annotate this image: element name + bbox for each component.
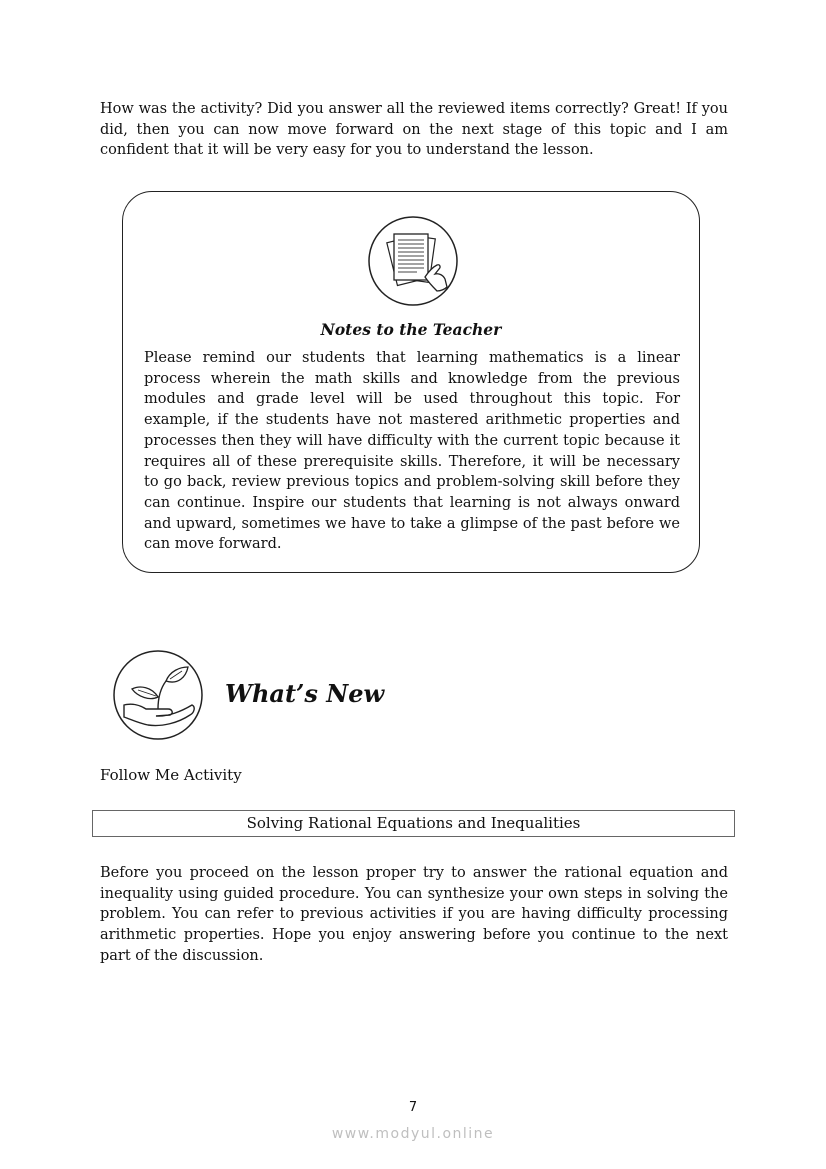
intro-paragraph: How was the activity? Did you answer all the reviewed items correctly? Great! If you did, then you can now move forward on the next stage of this topic and I am confident that it will be very easy for you to understand the lesson. xyxy=(100,101,728,159)
papers-hand-icon xyxy=(367,215,459,307)
notes-body: Please remind our students that learning mathematics is a linear process wherein the math skills and knowledge from the previous modules and grade level will be used throughout this topic. For example, if the students have not mastered arithmetic properties and processes then they will have difficulty with the current topic because it requires all of these prerequisite skills. Therefore, it will be necessary to go back, review previous topics and problem-solving skill before they can continue. Inspire our students that learning is not always onward and upward, sometimes we have to take a glimpse of the past before we can move forward. xyxy=(144,350,680,553)
hand-seedling-icon xyxy=(112,649,204,741)
watermark: www.modyul.online xyxy=(331,1126,495,1142)
activity-label: Follow Me Activity xyxy=(100,766,242,784)
page-number: 7 xyxy=(408,1100,418,1115)
notes-title: Notes to the Teacher xyxy=(320,320,502,339)
notes-to-teacher-box xyxy=(122,191,700,573)
whats-new-title: What’s New xyxy=(225,679,385,708)
body-paragraph: Before you proceed on the lesson proper try to answer the rational equation and inequality using guided procedure. You can synthesize your own steps in solving the problem. You can refer to previous activities if you are having difficulty processing arithmetic properties. Hope you enjoy answering before you continue to the next part of the discussion. xyxy=(100,865,728,964)
activity-banner: Solving Rational Equations and Inequalities xyxy=(92,810,735,837)
